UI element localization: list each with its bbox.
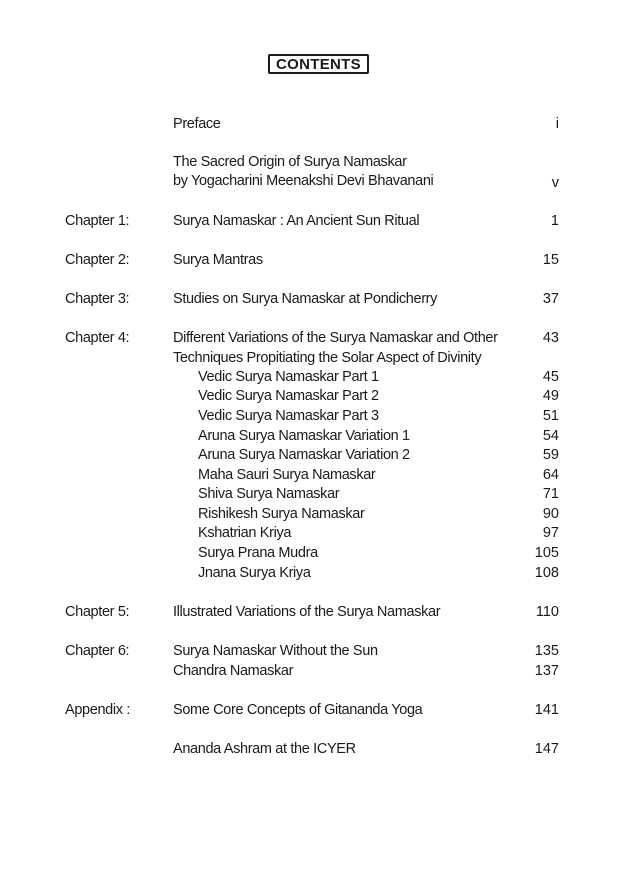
toc-page-number: 137	[534, 663, 559, 679]
toc-subentry-page: 45	[542, 369, 559, 385]
toc-subentry-title: Rishikesh Surya Namaskar	[198, 506, 365, 522]
toc-entry-title: Surya Namaskar Without the Sun	[173, 643, 378, 659]
toc-subentry-page: 90	[542, 506, 559, 522]
toc-chapter-label: Chapter 5:	[65, 604, 130, 620]
toc-page-number: 135	[534, 643, 559, 659]
toc-entry-title: Illustrated Variations of the Surya Namaskar	[173, 604, 441, 620]
toc-subentry-page: 51	[542, 408, 559, 424]
toc-subentry-page: 59	[542, 447, 559, 463]
toc-subentry-page: 97	[542, 525, 559, 541]
toc-subentry-page: 108	[534, 565, 559, 581]
toc-page-number: 43	[542, 330, 559, 346]
toc-chapter-label: Chapter 6:	[65, 643, 130, 659]
toc-entry-title: Preface	[173, 116, 221, 132]
toc-chapter-label: Chapter 4:	[65, 330, 130, 346]
toc-subentry-page: 64	[542, 467, 559, 483]
toc-entry-title: Different Variations of the Surya Namaskar and Other	[173, 330, 498, 346]
toc-subentry-title: Aruna Surya Namaskar Variation 2	[198, 447, 410, 463]
toc-chapter-label: Chapter 1:	[65, 213, 130, 229]
toc-subentry-page: 49	[542, 388, 559, 404]
toc-page-number: v	[551, 175, 559, 191]
toc-entry-title: The Sacred Origin of Surya Namaskar	[173, 154, 407, 170]
toc-entry-title: Surya Mantras	[173, 252, 263, 268]
toc-chapter-label: Chapter 3:	[65, 291, 130, 307]
toc-page-number: 37	[542, 291, 559, 307]
toc-page-number: 147	[534, 741, 559, 757]
toc-page-number: 15	[542, 252, 559, 268]
contents-title: CONTENTS	[268, 54, 369, 74]
toc-subentry-title: Vedic Surya Namaskar Part 2	[198, 388, 379, 404]
toc-entry-title: Ananda Ashram at the ICYER	[173, 741, 356, 757]
toc-entry-title-continued: by Yogacharini Meenakshi Devi Bhavanani	[173, 173, 434, 189]
toc-subentry-title: Aruna Surya Namaskar Variation 1	[198, 428, 410, 444]
toc-subentry-page: 71	[542, 486, 559, 502]
toc-page-number: 110	[535, 604, 559, 620]
toc-subentry-title: Jnana Surya Kriya	[198, 565, 311, 581]
toc-subentry-title: Maha Sauri Surya Namaskar	[198, 467, 376, 483]
toc-subentry-title: Vedic Surya Namaskar Part 1	[198, 369, 379, 385]
toc-entry-title: Some Core Concepts of Gitananda Yoga	[173, 702, 423, 718]
toc-subentry-title: Shiva Surya Namaskar	[198, 486, 340, 502]
toc-page-number: 1	[550, 213, 559, 229]
toc-page-number: i	[555, 116, 559, 132]
toc-entry-title: Studies on Surya Namaskar at Pondicherry	[173, 291, 438, 307]
toc-subentry-page: 105	[534, 545, 559, 561]
toc-subentry-title: Kshatrian Kriya	[198, 525, 292, 541]
toc-entry-title: Chandra Namaskar	[173, 663, 294, 679]
toc-entry-title: Surya Namaskar : An Ancient Sun Ritual	[173, 213, 420, 229]
toc-entry-title-continued: Techniques Propitiating the Solar Aspect of Divinity	[173, 350, 482, 366]
toc-subentry-page: 54	[542, 428, 559, 444]
toc-subentry-title: Surya Prana Mudra	[198, 545, 318, 561]
toc-subentry-title: Vedic Surya Namaskar Part 3	[198, 408, 379, 424]
toc-chapter-label: Chapter 2:	[65, 252, 130, 268]
toc-page-number: 141	[534, 702, 559, 718]
toc-appendix-label: Appendix :	[65, 702, 131, 718]
